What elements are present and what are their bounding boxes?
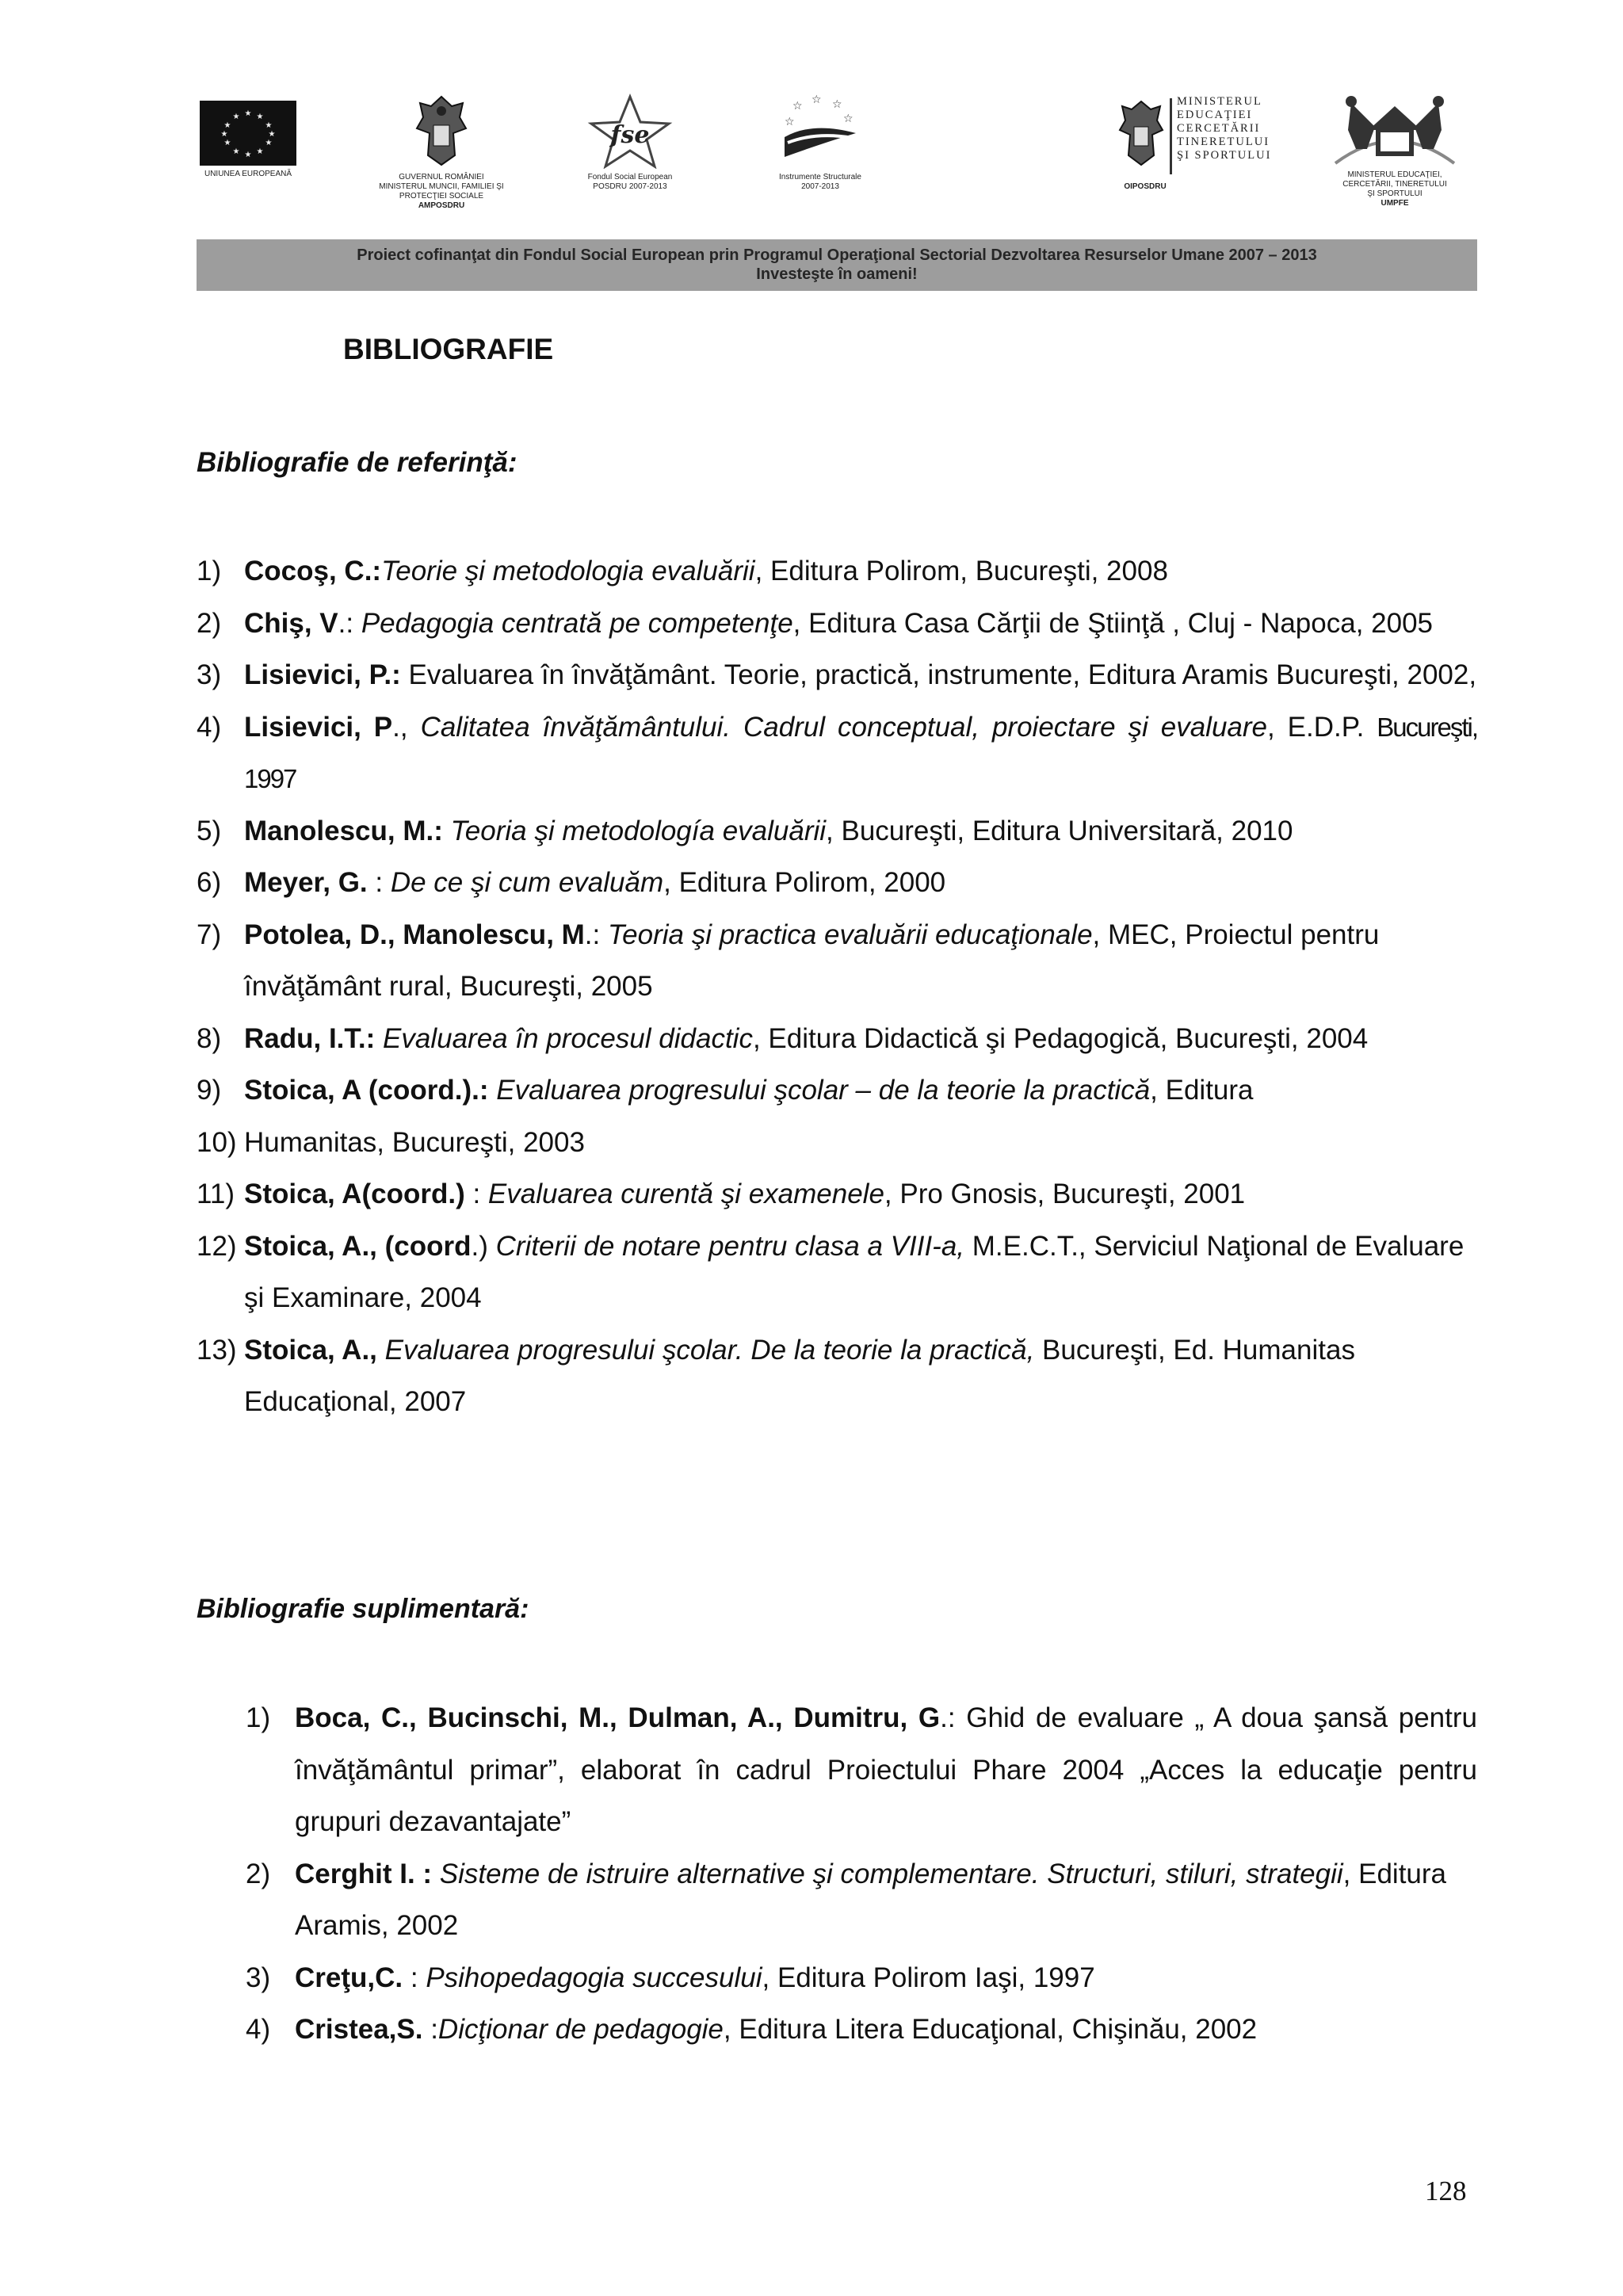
item-text: , Editura Casa Cărţii de Ştiinţă , Cluj - Napoca, 2005 <box>792 607 1434 639</box>
item-text: , Editura Litera Educaţional, Chişinău, 2002 <box>723 2014 1258 2045</box>
item-number: 9) <box>197 1075 222 1106</box>
item-number: 12) <box>197 1230 237 1262</box>
supplementary-list <box>246 1692 1477 2056</box>
work-title: Psihopedagogia succesului <box>426 1962 762 1993</box>
svg-text:★: ★ <box>232 113 240 121</box>
svg-text:★: ★ <box>256 147 264 156</box>
svg-text:★: ★ <box>223 139 231 147</box>
gov-caption-bold: AMPOSDRU <box>418 201 465 210</box>
ministry-divider <box>1170 98 1172 174</box>
item-text: .: <box>584 919 608 950</box>
item-number: 4) <box>197 711 222 743</box>
author: Manolescu, M.: <box>244 815 443 846</box>
ministry-wordmark <box>1177 95 1271 162</box>
eu-flag-icon <box>200 101 296 166</box>
item-number: 1) <box>246 1702 271 1733</box>
author: Boca, C., Bucinschi, M., Dulman, A., Dumitru, G <box>295 1702 941 1733</box>
romanian-government-logo <box>366 94 517 211</box>
ministry-word: TINERETULUI <box>1177 136 1270 148</box>
svg-text:☆: ☆ <box>785 116 795 128</box>
item-text: , Bucureşti, Editura Universitară, 2010 <box>826 815 1293 846</box>
item-text: , MEC, Proiectul pentru învăţământ rural, Bucureşti, 2005 <box>244 919 1380 1002</box>
list-item <box>246 1692 1477 1848</box>
is-caption-line: Instrumente Structurale <box>779 173 861 181</box>
svg-text:★: ★ <box>223 121 231 130</box>
author: Stoica, A., <box>244 1334 377 1366</box>
work-title: Evaluarea progresului şcolar. De la teorie la practică, <box>384 1334 1035 1366</box>
svg-text:★: ★ <box>220 130 228 139</box>
list-item <box>197 545 1477 598</box>
list-item <box>197 649 1477 701</box>
item-text: , Editura Polirom, 2000 <box>663 867 946 898</box>
svg-text:☆: ☆ <box>812 94 822 106</box>
list-item <box>197 1221 1477 1324</box>
svg-text:☆: ☆ <box>843 113 854 125</box>
item-text: : <box>367 867 391 898</box>
item-text: , Editura Aramis, 2002 <box>295 1858 1447 1941</box>
author: Stoica, A (coord.).: <box>244 1075 489 1106</box>
list-item <box>197 1064 1477 1117</box>
people-house-icon <box>1319 95 1470 166</box>
list-item <box>246 1952 1477 2004</box>
gov-caption-line: GUVERNUL ROMÂNIEI <box>399 173 484 181</box>
item-number: 2) <box>246 1858 271 1889</box>
work-title: Evaluarea progresului şcolar – de la teorie la practică <box>496 1075 1151 1106</box>
item-text: , Editura <box>1150 1075 1254 1106</box>
list-item <box>197 701 1477 805</box>
work-title: Pedagogia centrată pe competenţe <box>361 607 793 639</box>
coat-of-arms-icon <box>414 94 469 169</box>
svg-text:★: ★ <box>244 151 252 159</box>
author: Cerghit I. : <box>295 1858 433 1889</box>
item-text <box>443 816 451 846</box>
work-title: Evaluarea curentă şi examenele <box>487 1179 884 1209</box>
ministry-word: MINISTERUL <box>1177 95 1262 108</box>
author: Lisievici, P.: <box>244 659 401 690</box>
item-number: 11) <box>197 1179 235 1209</box>
item-text: , Editura Didactică şi Pedagogică, Bucureşti, 2004 <box>752 1022 1369 1054</box>
item-text <box>375 1023 383 1054</box>
ministry-coat-of-arms-icon <box>1117 98 1165 170</box>
item-number: 2) <box>197 607 222 639</box>
work-title: Teoria şi practica evaluării educaţionale <box>607 919 1093 950</box>
gov-caption-line: MINISTERUL MUNCII, FAMILIEI ŞI <box>379 182 504 191</box>
item-text: , E.D.P. <box>1267 711 1365 743</box>
item-text: ., <box>392 711 421 743</box>
item-text: , Pro Gnosis, Bucureşti, 2001 <box>884 1179 1246 1209</box>
svg-text:★: ★ <box>244 109 252 118</box>
work-title: Teorie şi metodologia evaluării <box>381 556 755 586</box>
svg-text:★: ★ <box>265 121 273 130</box>
umpfe-caption-bold: UMPFE <box>1381 199 1409 208</box>
item-number: 4) <box>246 2014 271 2045</box>
eu-caption: UNIUNEA EUROPEANĂ <box>204 170 292 178</box>
page-number: 128 <box>1425 2176 1467 2206</box>
svg-text:★: ★ <box>268 130 276 139</box>
reference-list <box>197 545 1477 1428</box>
item-text: Bucureşti, 1997 <box>244 712 1477 793</box>
list-item <box>197 805 1477 858</box>
list-item <box>197 857 1477 909</box>
work-title: Teoria şi metodología evaluării <box>450 815 827 846</box>
item-number: 1) <box>197 556 222 586</box>
item-text: Evaluarea în învăţământ. Teorie, practică, instrumente, Editura Aramis Bucureşti, 2002, <box>400 659 1477 690</box>
list-item <box>197 598 1477 650</box>
list-item <box>197 1168 1477 1221</box>
umpfe-caption-line: ŞI SPORTULUI <box>1367 189 1423 198</box>
structural-instruments-logo <box>753 94 888 192</box>
author: Stoica, A(coord.) <box>244 1179 465 1209</box>
item-text: .: Ghid de evaluare „ A doua şansă pentru învăţământul primar”, elaborat în cadrul Proiectului Phare 2004 „Acces la educaţie pentru grupuri dezavantajate” <box>295 1702 1477 1837</box>
author: Cristea,S. <box>295 2014 423 2045</box>
svg-text:☆: ☆ <box>832 98 842 111</box>
work-title: Criterii de notare pentru clasa a VIII-a, <box>495 1230 965 1262</box>
work-title: Calitatea învăţământului. Cadrul conceptual, proiectare şi evaluare <box>420 711 1268 743</box>
svg-text:☆: ☆ <box>792 100 803 113</box>
item-text: : <box>464 1179 488 1209</box>
item-text <box>489 1075 497 1106</box>
item-number: 8) <box>197 1022 222 1054</box>
list-item <box>197 1117 1477 1169</box>
item-text: Humanitas, Bucureşti, 2003 <box>244 1126 585 1158</box>
item-number: 6) <box>197 867 222 898</box>
author: Chiş, V <box>244 607 338 639</box>
item-text: M.E.C.T., Serviciul Naţional de Evaluare şi Examinare, 2004 <box>244 1230 1465 1313</box>
ministry-word: EDUCAŢIEI <box>1177 109 1253 121</box>
item-number: 3) <box>246 1962 271 1993</box>
work-title: Sisteme de istruire alternative şi complementare. Structuri, stiluri, strategii <box>439 1858 1343 1889</box>
stars-swoosh-icon <box>777 94 864 169</box>
item-number: 13) <box>197 1334 237 1366</box>
item-number: 7) <box>197 919 222 950</box>
is-caption-line: 2007-2013 <box>801 182 839 191</box>
work-title: De ce şi cum evaluăm <box>390 867 664 898</box>
gov-caption-line: PROTECŢIEI SOCIALE <box>399 192 484 201</box>
author: Stoica, A., (coord <box>244 1230 472 1262</box>
umpfe-caption-line: MINISTERUL EDUCAŢIEI, <box>1347 170 1442 179</box>
list-item <box>197 909 1477 1013</box>
item-text: , Editura Polirom Iaşi, 1997 <box>762 1962 1095 1993</box>
list-item <box>246 2004 1477 2056</box>
item-number: 5) <box>197 815 222 846</box>
svg-text:fse: fse <box>610 121 650 149</box>
eu-logo <box>197 101 300 179</box>
svg-text:★: ★ <box>256 113 264 121</box>
reference-section-heading: Bibliografie de referinţă: <box>197 447 517 478</box>
project-banner <box>197 239 1477 291</box>
banner-line-1: Proiect cofinanţat din Fondul Social European prin Programul Operaţional Sectorial Dezvoltarea Resurselor Umane 2007 – 2013 <box>357 246 1317 264</box>
item-text: : <box>422 2014 438 2045</box>
item-text: : <box>403 1962 426 1993</box>
ministry-logo <box>1117 95 1300 198</box>
author: Potolea, D., Manolescu, M <box>244 919 585 950</box>
work-title: Evaluarea în procesul didactic <box>383 1022 753 1054</box>
ministry-word: CERCETĂRII <box>1177 122 1261 135</box>
item-text: , Editura Polirom, Bucureşti, 2008 <box>754 556 1168 586</box>
item-text: .: <box>338 607 361 639</box>
banner-line-2: Investeşte în oameni! <box>756 266 918 283</box>
fse-caption-line: Fondul Social European <box>587 173 673 181</box>
item-text: Bucureşti, Ed. Humanitas Educaţional, 2007 <box>244 1334 1355 1417</box>
work-title: Dicţionar de pedagogie <box>437 2014 724 2045</box>
fse-logo <box>571 94 689 192</box>
author: Cocoş, C.: <box>244 556 382 586</box>
list-item <box>246 1848 1477 1952</box>
svg-text:★: ★ <box>232 147 240 156</box>
item-text <box>377 1335 385 1366</box>
author: Creţu,C. <box>295 1962 403 1993</box>
item-text <box>432 1859 440 1889</box>
umpfe-logo <box>1316 95 1474 208</box>
author: Meyer, G. <box>244 867 368 898</box>
item-text: .) <box>471 1230 496 1262</box>
list-item <box>197 1324 1477 1428</box>
page-title: BIBLIOGRAFIE <box>343 333 554 365</box>
item-number: 3) <box>197 659 222 690</box>
ministry-caption-bold: OIPOSDRU <box>1124 182 1167 191</box>
author: Lisievici, P <box>244 711 393 743</box>
list-item <box>197 1013 1477 1065</box>
svg-text:★: ★ <box>265 139 273 147</box>
ministry-word: ŞI SPORTULUI <box>1177 149 1272 162</box>
fse-star-icon <box>586 94 674 169</box>
item-number: 10) <box>197 1126 237 1158</box>
author: Radu, I.T.: <box>244 1022 376 1054</box>
umpfe-caption-line: CERCETĂRII, TINERETULUI <box>1342 180 1447 189</box>
fse-caption-line: POSDRU 2007-2013 <box>593 182 667 191</box>
supplementary-section-heading: Bibliografie suplimentară: <box>197 1594 529 1624</box>
